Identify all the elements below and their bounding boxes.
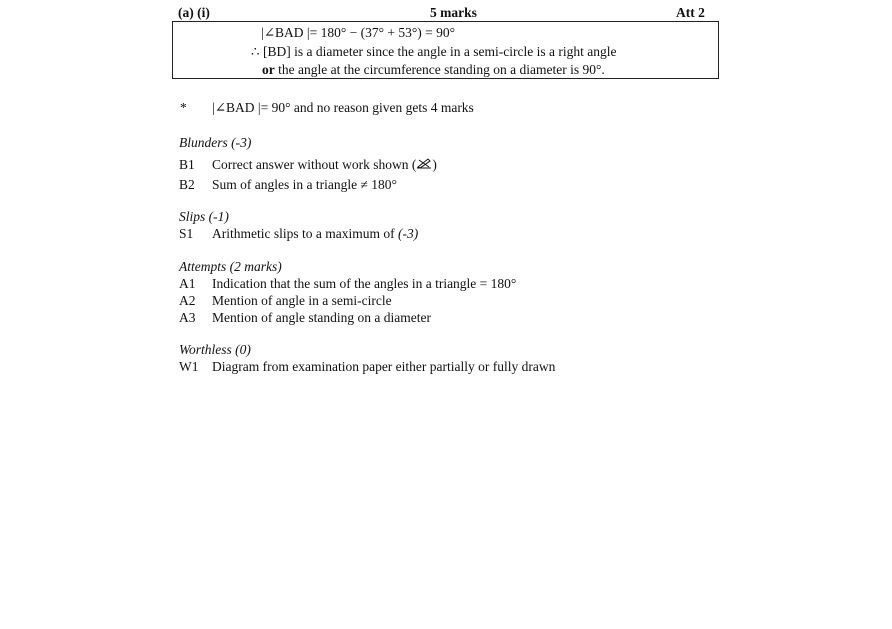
attempt-row bbox=[179, 293, 392, 309]
note-star: * bbox=[180, 100, 187, 115]
worthless-heading: Worthless (0) bbox=[179, 342, 251, 357]
header-row bbox=[178, 5, 708, 21]
blunder-row bbox=[179, 177, 397, 193]
attempt-text: Mention of angle in a semi-circle bbox=[212, 293, 392, 308]
blunder-text: Correct answer without work shown ( bbox=[212, 157, 417, 172]
solution-line-2: ∴ [BD] is a diameter since the angle in a semi-circle is a right angle bbox=[251, 44, 617, 59]
worthless-text: Diagram from examination paper either partially or fully drawn bbox=[212, 359, 556, 374]
pencil-crossed-icon bbox=[416, 157, 432, 173]
blunder-code: B2 bbox=[179, 177, 195, 192]
attempts-heading: Attempts (2 marks) bbox=[179, 259, 282, 274]
attempt-text: Mention of angle standing on a diameter bbox=[212, 310, 431, 325]
blunder-row bbox=[179, 157, 437, 173]
blunder-code: B1 bbox=[179, 157, 195, 172]
solution-box bbox=[172, 21, 719, 79]
or-word: or bbox=[262, 62, 275, 77]
blunder-tail: ) bbox=[432, 157, 437, 172]
slip-text: Arithmetic slips to a maximum of bbox=[212, 226, 395, 241]
attempt-text: Indication that the sum of the angles in a triangle = 180° bbox=[212, 276, 517, 291]
attempt-code: A1 bbox=[179, 276, 196, 291]
note-text: |∠BAD |= 90° and no reason given gets 4 marks bbox=[212, 100, 474, 115]
worthless-code: W1 bbox=[179, 359, 199, 374]
worthless-row bbox=[179, 359, 555, 375]
solution-line-3-text: the angle at the circumference standing on a diameter is 90°. bbox=[278, 62, 605, 77]
part-label: (a) (i) bbox=[178, 5, 210, 20]
slip-row bbox=[179, 226, 418, 242]
blunders-heading: Blunders (-3) bbox=[179, 135, 252, 150]
attempt-row bbox=[179, 310, 431, 326]
slip-tail: (-3) bbox=[397, 226, 419, 241]
attempt-row bbox=[179, 276, 516, 292]
attempt-code: A3 bbox=[179, 310, 196, 325]
solution-line-1: |∠BAD |= 180° − (37° + 53°) = 90° bbox=[261, 25, 456, 40]
solution-line-3 bbox=[262, 62, 605, 78]
marks-label: 5 marks bbox=[430, 5, 477, 20]
slips-heading: Slips (-1) bbox=[179, 209, 229, 224]
blunder-text: Sum of angles in a triangle ≠ 180° bbox=[212, 177, 397, 192]
slip-code: S1 bbox=[179, 226, 194, 241]
attempt-code: A2 bbox=[179, 293, 196, 308]
attempt-label: Att 2 bbox=[676, 5, 705, 20]
